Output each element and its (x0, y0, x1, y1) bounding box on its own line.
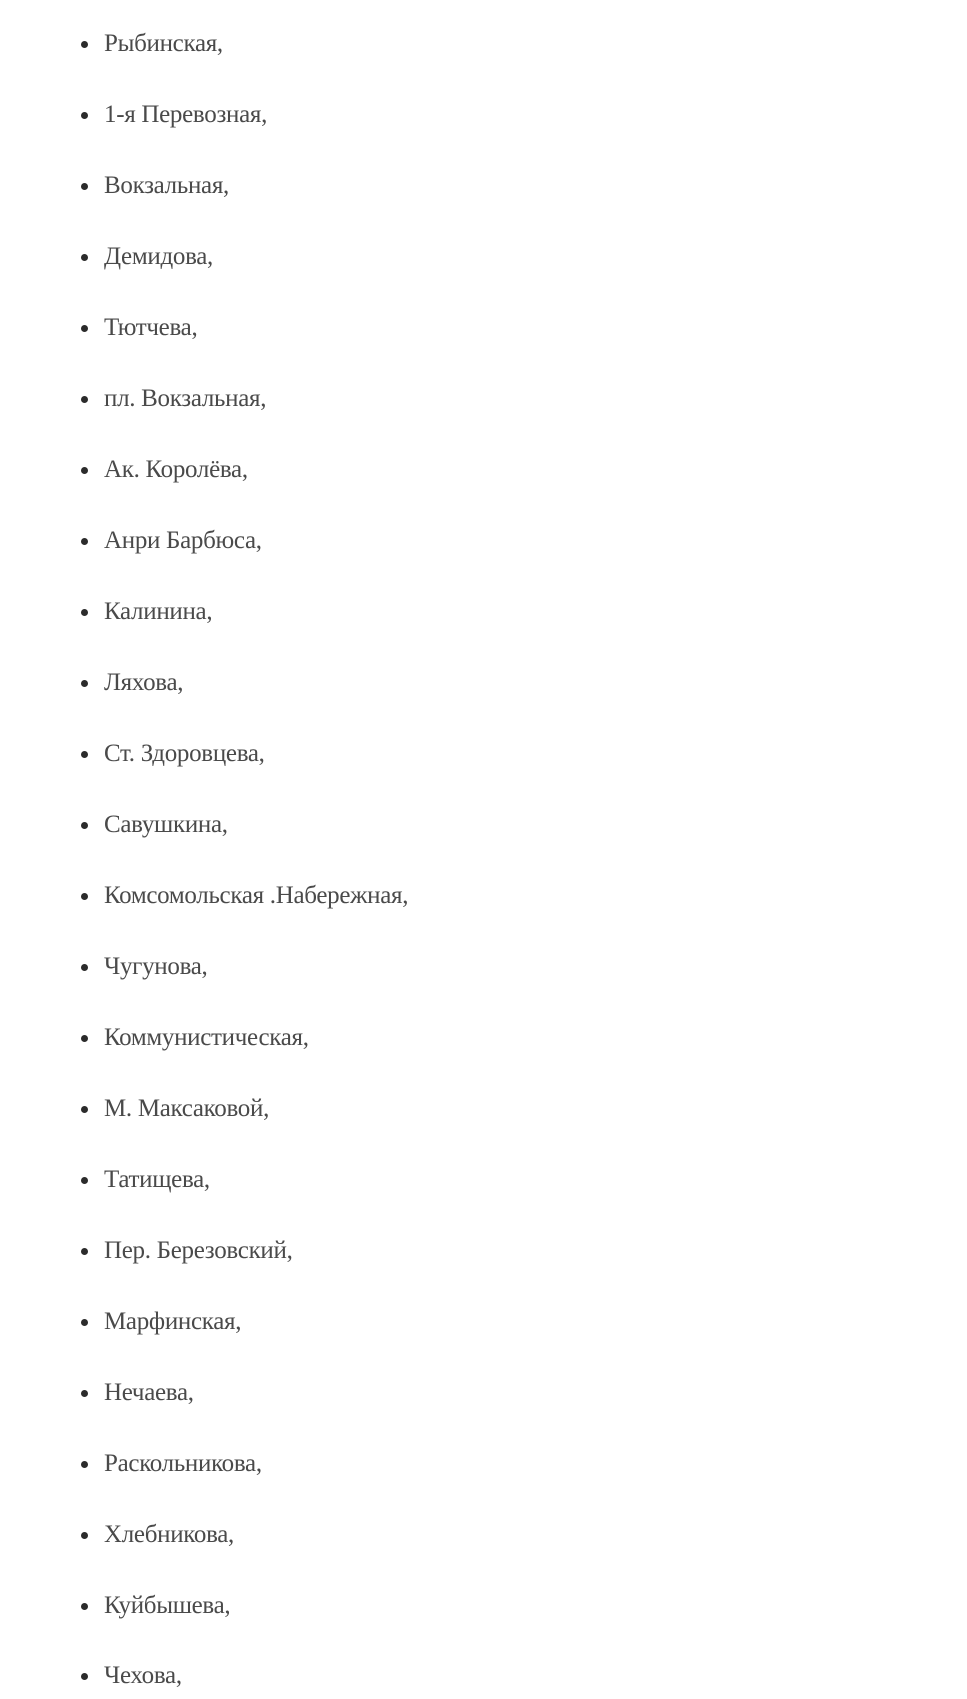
list-item (0, 1087, 700, 1131)
list-item (0, 93, 700, 137)
bullet-icon (81, 41, 88, 48)
street-label: Татищева, (104, 1166, 210, 1193)
street-label: Коммунистическая, (104, 1024, 309, 1051)
list-item (0, 22, 700, 66)
bullet-icon (81, 1319, 88, 1326)
bullet-icon (81, 1035, 88, 1042)
street-label: Тютчева, (104, 314, 198, 341)
bullet-icon (81, 538, 88, 545)
list-item (0, 1584, 700, 1628)
bullet-icon (81, 1177, 88, 1184)
list-item (0, 519, 700, 563)
list-item (0, 803, 700, 847)
street-label: Куйбышева, (104, 1592, 231, 1619)
list-item (0, 945, 700, 989)
list-item (0, 1654, 700, 1698)
street-label: Калинина, (104, 598, 213, 625)
street-label: Раскольникова, (104, 1450, 262, 1477)
street-label: 1-я Перевозная, (104, 101, 268, 128)
street-label: Комсомольская .Набережная, (104, 882, 409, 909)
street-label: Рыбинская, (104, 30, 223, 57)
list-item (0, 590, 700, 634)
bullet-icon (81, 751, 88, 758)
street-label: Нечаева, (104, 1379, 194, 1406)
list-item (0, 235, 700, 279)
list-item (0, 306, 700, 350)
street-label: Ляхова, (104, 669, 184, 696)
street-label: Пер. Березовский, (104, 1237, 293, 1264)
list-item (0, 1300, 700, 1344)
list-item (0, 661, 700, 705)
street-label: пл. Вокзальная, (104, 385, 267, 412)
bullet-icon (81, 1673, 88, 1680)
bullet-icon (81, 680, 88, 687)
list-item (0, 732, 700, 776)
street-label: Ак. Королёва, (104, 456, 248, 483)
bullet-icon (81, 1106, 88, 1113)
list-item (0, 377, 700, 421)
street-label: М. Максаковой, (104, 1095, 270, 1122)
street-label: Демидова, (104, 243, 213, 270)
bullet-icon (81, 893, 88, 900)
bullet-icon (81, 254, 88, 261)
street-label: Чехова, (104, 1662, 182, 1689)
street-label: Савушкина, (104, 811, 228, 838)
street-label: Хлебникова, (104, 1521, 235, 1548)
bullet-icon (81, 609, 88, 616)
bullet-icon (81, 1248, 88, 1255)
bullet-icon (81, 396, 88, 403)
bullet-icon (81, 112, 88, 119)
list-item (0, 1229, 700, 1273)
street-label: Чугунова, (104, 953, 208, 980)
list-item (0, 1158, 700, 1202)
list-item (0, 1016, 700, 1060)
list-item (0, 874, 700, 918)
bullet-icon (81, 467, 88, 474)
list-item (0, 448, 700, 492)
bullet-icon (81, 1461, 88, 1468)
bullet-icon (81, 183, 88, 190)
list-item (0, 1513, 700, 1557)
list-item (0, 1442, 700, 1486)
bullet-icon (81, 964, 88, 971)
street-label: Анри Барбюса, (104, 527, 262, 554)
street-label: Марфинская, (104, 1308, 242, 1335)
bullet-icon (81, 1603, 88, 1610)
street-label: Ст. Здоровцева, (104, 740, 265, 767)
list-item (0, 1371, 700, 1415)
bullet-icon (81, 325, 88, 332)
bullet-icon (81, 822, 88, 829)
list-item (0, 164, 700, 208)
bullet-icon (81, 1532, 88, 1539)
bullet-icon (81, 1390, 88, 1397)
street-label: Вокзальная, (104, 172, 229, 199)
